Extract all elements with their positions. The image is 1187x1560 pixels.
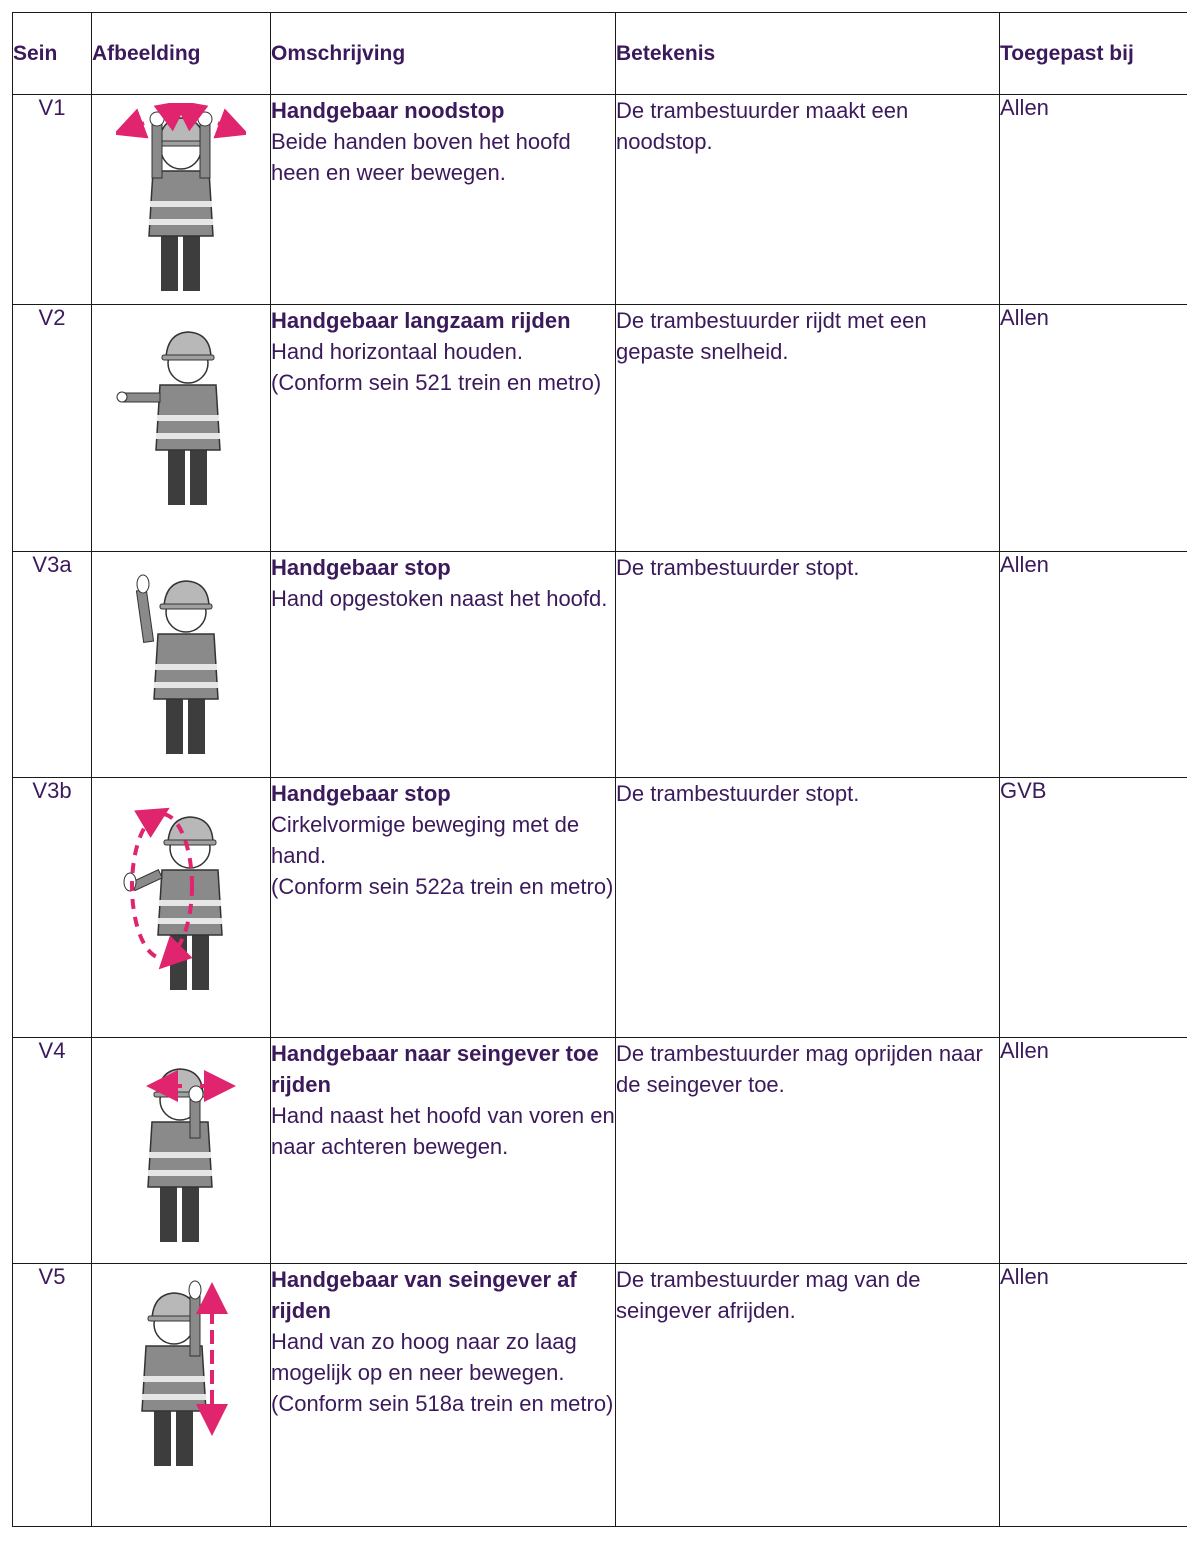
worker-hand-raised-icon [116,560,246,760]
signal-applied: Allen [1000,552,1187,778]
signal-image-cell [92,95,271,305]
table-row [13,552,1187,778]
signal-applied: Allen [1000,95,1187,305]
signal-title: Handgebaar langzaam rijden [271,308,571,333]
signal-description: Beide handen boven het hoofd heen en weer bewegen. [271,129,571,185]
worker-hand-circle-icon [116,786,246,1006]
signal-image-cell [92,552,271,778]
worker-hand-up-down-icon [116,1272,246,1472]
signal-description: Hand horizontaal houden. (Conform sein 521 trein en metro) [271,339,602,395]
omschrijving-cell [271,305,616,552]
omschrijving-cell [271,552,616,778]
signal-meaning: De trambestuurder stopt. [616,778,1000,1038]
header-sein: Sein [13,13,92,95]
signal-meaning: De trambestuurder rijdt met een gepaste snelheid. [616,305,1000,552]
table-row [13,1264,1187,1527]
table-row [13,95,1187,305]
signal-image-cell [92,305,271,552]
omschrijving-cell [271,95,616,305]
signal-meaning: De trambestuurder stopt. [616,552,1000,778]
signal-applied: Allen [1000,1264,1187,1527]
signal-meaning: De trambestuurder mag van de seingever afrijden. [616,1264,1000,1527]
header-row [13,13,1187,95]
signal-meaning: De trambestuurder maakt een noodstop. [616,95,1000,305]
signal-description: Hand opgestoken naast het hoofd. [271,586,608,611]
signal-title: Handgebaar noodstop [271,98,505,123]
signal-image-cell [92,778,271,1038]
worker-arm-horizontal-icon [116,313,246,513]
worker-hand-beside-head-icon [116,1046,246,1251]
sein-code: V4 [13,1038,92,1264]
signal-applied: Allen [1000,305,1187,552]
worker-both-hands-waving-icon [116,103,246,293]
header-betekenis: Betekenis [616,13,1000,95]
signal-description: Hand naast het hoofd van voren en naar achteren bewegen. [271,1103,615,1159]
table-row [13,1038,1187,1264]
signal-description: Cirkelvormige beweging met de hand. (Conform sein 522a trein en metro) [271,812,614,899]
signal-title: Handgebaar van seingever af rijden [271,1267,577,1323]
omschrijving-cell [271,778,616,1038]
signals-table [12,12,1187,1527]
sein-code: V3b [13,778,92,1038]
header-toegepast: Toegepast bij [1000,13,1187,95]
signal-applied: GVB [1000,778,1187,1038]
signal-title: Handgebaar naar seingever toe rijden [271,1041,599,1097]
omschrijving-cell [271,1264,616,1527]
signal-meaning: De trambestuurder mag oprijden naar de seingever toe. [616,1038,1000,1264]
signal-image-cell [92,1264,271,1527]
sein-code: V3a [13,552,92,778]
signal-title: Handgebaar stop [271,555,451,580]
sein-code: V1 [13,95,92,305]
signal-description: Hand van zo hoog naar zo laag mogelijk op en neer bewegen. (Conform sein 518a trein en metro) [271,1329,614,1416]
table-row [13,778,1187,1038]
table-row [13,305,1187,552]
signal-applied: Allen [1000,1038,1187,1264]
sein-code: V5 [13,1264,92,1527]
sein-code: V2 [13,305,92,552]
header-afbeelding: Afbeelding [92,13,271,95]
omschrijving-cell [271,1038,616,1264]
header-omschrijving: Omschrijving [271,13,616,95]
signal-image-cell [92,1038,271,1264]
signal-title: Handgebaar stop [271,781,451,806]
